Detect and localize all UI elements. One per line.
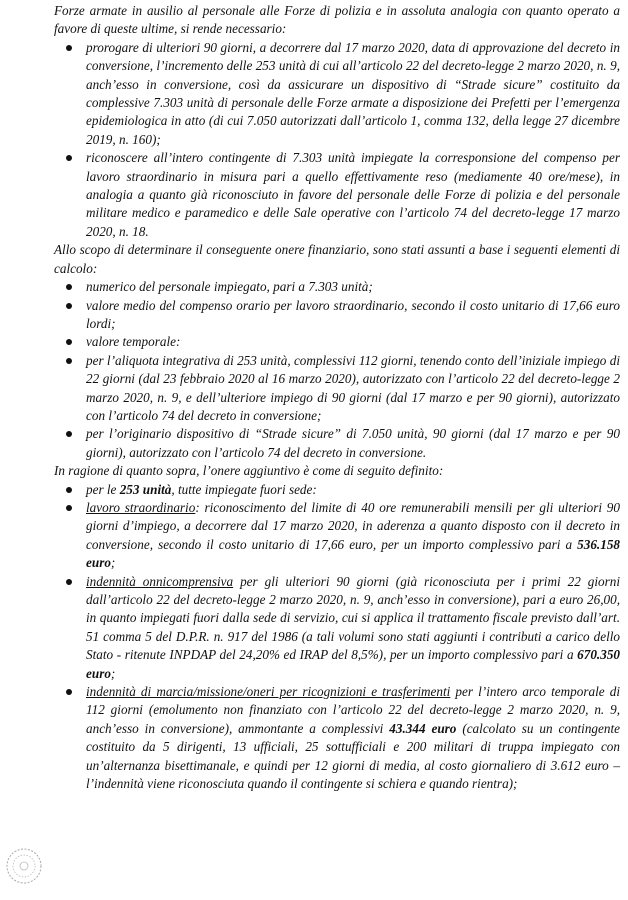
charges-list <box>54 481 620 794</box>
intro-paragraph: Forze armate in ausilio al personale alle Forze di polizia e in assoluta analogia con quanto operato a favore di queste ultime, si rende necessario: <box>54 3 620 37</box>
charge-allowance-item <box>54 573 620 683</box>
allowance-text: per gli ulteriori 90 giorni (già riconosciuta per i primi 22 giorni dall’articolo 22 del decreto-legge 2 marzo 2020, n. 9, anch’esso in conversione), pari a euro 26,00, in quanto impiegati fuori dalla sede di servizio, cui si applica il trattamento fiscale previsto dall’art. 51 comma 5 del D.P.R. n. 917 del 1986 (a tali volumi sono stati aggiunti i contributi a carico dello Stato - ritenute INPDAP del 24,20% ed IRAP del 8,5%), per un importo complessivo pari a <box>86 573 621 663</box>
overtime-text: : riconoscimento del limite di 40 ore remunerabili mensili per gli ulteriori 90 giorni d’impiego, a decorrere dal 17 marzo 2020, in aderenza a quanto disposto con il decreto in conversione, secondo il costo unitario di 17,66 euro, per un importo complessivo pari a <box>86 499 620 552</box>
units-count: 253 unità <box>119 481 172 497</box>
allowance-title: indennità onnicomprensiva <box>86 573 234 589</box>
document-page <box>54 2 620 793</box>
list-item: valore medio del compenso orario per lavoro straordinario, secondo il costo unitario di 17,66 euro lordi; <box>54 297 620 334</box>
travel-end: (calcolato su un contingente costituito da 5 dirigenti, 13 ufficiali, 25 sottufficiali e 200 militari di truppa impiegato con un’alternanza bisettimanale, e quindi per 12 giorni di media, al costo giornaliero di 3.612 euro – l’indennità viene riconosciuta quando il contingente si schiera e quando rientra); <box>86 720 620 792</box>
allowance-amount: 670.350 euro <box>86 647 620 681</box>
list-item: valore temporale: <box>54 333 620 351</box>
charge-travel-item <box>54 683 620 793</box>
travel-text: per l’intero arco temporale di 112 giorni (emolumento non finanziato con l’articolo 22 del decreto-legge 2 marzo 2020, n. 9, anch’esso in conversione), ammontante a complessivi <box>86 684 620 736</box>
list-item: per l’originario dispositivo di “Strade sicure” di 7.050 unità, 90 giorni (dal 17 marzo e per 90 giorni), autorizzato con l’articolo 74 del decreto in conversione. <box>54 425 620 462</box>
list-item: riconoscere all’intero contingente di 7.303 unità impiegate la corresponsione del compenso per lavoro straordinario in misura pari a quello effettivamente reso (mediamente 40 ore/mese), in analogia a quanto già riconosciuto in favore del personale delle Forze di polizia e del personale militare medico e paramedico e delle Sale operative con l’articolo 74 del decreto-legge 17 marzo 2020, n. 18. <box>54 149 620 241</box>
overtime-title: lavoro straordinario <box>86 499 196 515</box>
units-suffix: , tutte impiegate fuori sede: <box>171 481 317 497</box>
list-item: per l’aliquota integrativa di 253 unità, complessivi 112 giorni, tenendo conto dell’iniziale impiego di 22 giorni (dal 23 febbraio 2020 al 16 marzo 2020), autorizzato con l’articolo 22 del decreto-legge 2 marzo 2020, n. 9, e dell’ulteriore impiego di 90 giorni (dal 17 marzo e per 90 giorni), autorizzato con l’articolo 74 del decreto in conversione; <box>54 352 620 426</box>
official-seal-stamp <box>4 846 44 886</box>
charge-overtime-item <box>54 499 620 573</box>
measures-list <box>54 39 620 241</box>
charge-units-item <box>54 481 620 499</box>
charge-intro-paragraph: In ragione di quanto sopra, l’onere aggiuntivo è come di seguito definito: <box>54 463 444 479</box>
calc-intro-paragraph: Allo scopo di determinare il conseguente onere finanziario, sono stati assunti a base i seguenti elementi di calcolo: <box>54 242 620 276</box>
calc-items-list <box>54 278 620 462</box>
travel-amount: 43.344 euro <box>389 720 457 736</box>
units-prefix: per le <box>86 481 120 497</box>
overtime-amount: 536.158 euro <box>86 536 620 571</box>
list-item: numerico del personale impiegato, pari a 7.303 unità; <box>54 278 620 296</box>
travel-title: indennità di marcia/missione/oneri per ricognizioni e trasferimenti <box>86 684 451 700</box>
overtime-end: ; <box>110 555 116 571</box>
allowance-end: ; <box>110 665 116 681</box>
list-item: prorogare di ulteriori 90 giorni, a decorrere dal 17 marzo 2020, data di approvazione del decreto in conversione, l’incremento delle 253 unità di cui all’articolo 22 del decreto-legge 2 marzo 2020, n. 9, anch’esso in conversione, così da assicurare un dispositivo di “Strade sicure” costituito da complessive 7.303 unità di personale delle Forze armate a disposizione dei Prefetti per l’emergenza epidemiologica in atto (di cui 7.050 autorizzati dall’articolo 1, comma 132, della legge 27 dicembre 2019, n. 160); <box>54 39 620 149</box>
